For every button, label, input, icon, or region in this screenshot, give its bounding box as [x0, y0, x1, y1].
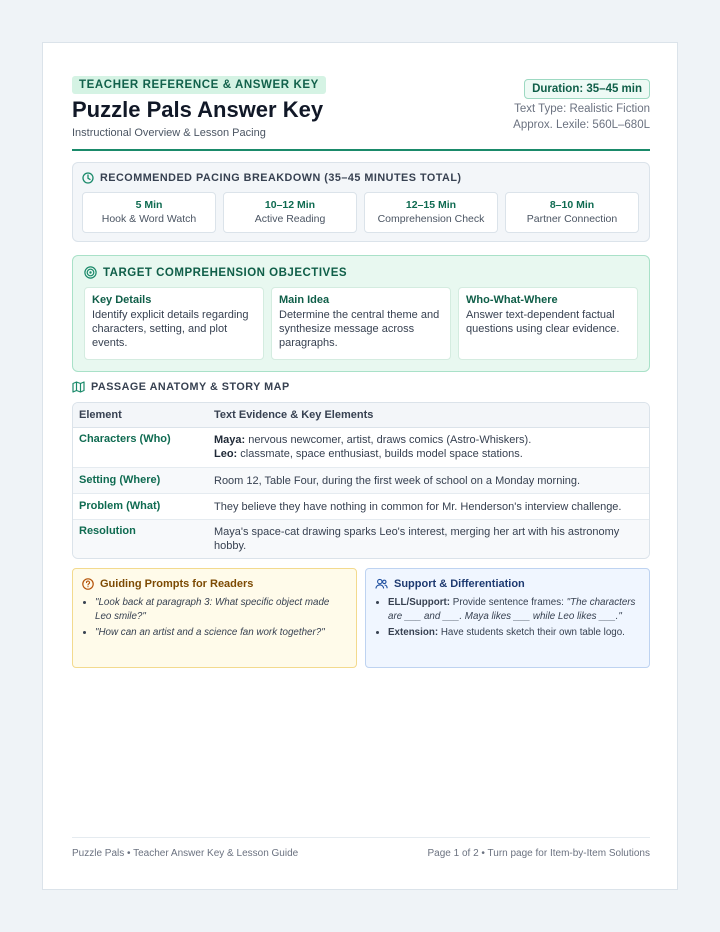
- row-evidence: Maya's space-cat drawing sparks Leo's interest, merging her art with his astronomy hobby.: [214, 526, 620, 552]
- objectives-heading-text: TARGET COMPREHENSION OBJECTIVES: [103, 266, 348, 279]
- character-name: Leo:: [214, 448, 238, 460]
- header-divider: [72, 149, 650, 151]
- table-row: [73, 428, 649, 468]
- extension-text: Have students sketch their own table logo.: [440, 627, 625, 638]
- objective-card: [458, 287, 638, 360]
- footer-left: Puzzle Pals • Teacher Answer Key & Lesson Guide: [72, 848, 299, 859]
- pacing-time: 10–12 Min: [264, 199, 316, 211]
- page-footer: [72, 837, 650, 859]
- row-evidence: They believe they have nothing in common for Mr. Henderson's interview challenge.: [214, 501, 622, 513]
- objective-card: [84, 287, 264, 360]
- objective-card: [271, 287, 451, 360]
- table-row: [73, 468, 649, 494]
- pacing-label: Active Reading: [254, 213, 326, 225]
- pacing-step: [505, 192, 639, 233]
- ell-lead: Provide sentence frames:: [452, 597, 564, 608]
- pacing-time: 8–10 Min: [549, 199, 595, 211]
- footer-right: Page 1 of 2 • Turn page for Item-by-Item Solutions: [427, 848, 650, 859]
- pacing-time: 12–15 Min: [405, 199, 457, 211]
- anatomy-heading-text: PASSAGE ANATOMY & STORY MAP: [91, 381, 290, 393]
- target-icon: [84, 266, 97, 279]
- pacing-step: [82, 192, 216, 233]
- page-header: [72, 75, 650, 150]
- support-item-ell: [388, 596, 640, 624]
- pacing-heading: [82, 172, 462, 184]
- character-desc: nervous newcomer, artist, draws comics (Astro-Whiskers).: [248, 434, 532, 446]
- column-header-evidence: Text Evidence & Key Elements: [214, 409, 374, 421]
- table-row: [73, 520, 649, 558]
- row-evidence: Room 12, Table Four, during the first week of school on a Monday morning.: [214, 475, 581, 487]
- objective-cards: [84, 287, 638, 360]
- answer-key-page: [42, 42, 678, 890]
- ell-label: ELL/Support:: [388, 597, 451, 608]
- page-subtitle: Instructional Overview & Lesson Pacing: [72, 127, 266, 139]
- row-evidence: [214, 433, 644, 467]
- character-name: Maya:: [214, 434, 246, 446]
- lexile-range: Approx. Lexile: 560L–680L: [513, 119, 650, 131]
- prompts-title: [82, 578, 347, 590]
- users-icon: [375, 578, 388, 590]
- pacing-label: Partner Connection: [526, 213, 618, 225]
- prompt-item: • "Look back at paragraph 3: What specific object made Leo smile?": [95, 596, 347, 624]
- ell-frame: "The characters are ___ and ___. Maya likes ___ while Leo likes ___.": [388, 597, 636, 622]
- objectives-section: [72, 255, 650, 372]
- duration-badge: Duration: 35–45 min: [524, 79, 650, 99]
- objective-title: Main Idea: [279, 294, 330, 306]
- guiding-prompts-box: [72, 568, 357, 668]
- clock-icon: [82, 172, 94, 184]
- table-header: [73, 403, 649, 428]
- column-header-element: Element: [79, 409, 122, 421]
- prompts-title-text: Guiding Prompts for Readers: [100, 578, 254, 590]
- objective-text: Identify explicit details regarding characters, setting, and plot events.: [92, 309, 249, 349]
- extension-label: Extension:: [388, 627, 439, 638]
- prompt-item: • "How can an artist and a science fan work together?": [95, 626, 347, 640]
- pacing-step: [223, 192, 357, 233]
- support-list: [375, 596, 640, 640]
- question-circle-icon: [82, 578, 94, 590]
- objectives-heading: [84, 266, 347, 279]
- pacing-time: 5 Min: [135, 199, 163, 211]
- page-content: [72, 75, 650, 859]
- table-row: [73, 494, 649, 520]
- row-element: Characters (Who): [79, 433, 171, 445]
- pacing-step: [364, 192, 498, 233]
- support-item-extension: [388, 626, 640, 640]
- pacing-label: Hook & Word Watch: [101, 213, 197, 225]
- row-element: Problem (What): [79, 500, 161, 512]
- map-icon: [72, 381, 85, 393]
- objective-text: Answer text-dependent factual questions using clear evidence.: [466, 309, 620, 335]
- row-element: Resolution: [79, 525, 136, 537]
- anatomy-heading: [72, 381, 290, 393]
- row-element: Setting (Where): [79, 474, 161, 486]
- pacing-heading-text: RECOMMENDED PACING BREAKDOWN (35–45 MINUTES TOTAL): [100, 172, 462, 184]
- support-title: [375, 578, 640, 590]
- character-desc: classmate, space enthusiast, builds model space stations.: [240, 448, 523, 460]
- page-title: Puzzle Pals Answer Key: [72, 97, 324, 122]
- pacing-steps: [82, 192, 639, 233]
- reference-badge: TEACHER REFERENCE & ANSWER KEY: [72, 76, 326, 94]
- objective-text: Determine the central theme and synthesize message across paragraphs.: [279, 309, 440, 349]
- story-map-table: [72, 402, 650, 559]
- support-title-text: Support & Differentiation: [394, 578, 525, 590]
- pacing-label: Comprehension Check: [377, 213, 485, 225]
- prompts-list: [82, 596, 347, 640]
- objective-title: Key Details: [92, 294, 152, 306]
- objective-title: Who-What-Where: [466, 294, 558, 306]
- pacing-section: [72, 162, 650, 242]
- support-box: [365, 568, 650, 668]
- text-type: Text Type: Realistic Fiction: [514, 103, 650, 115]
